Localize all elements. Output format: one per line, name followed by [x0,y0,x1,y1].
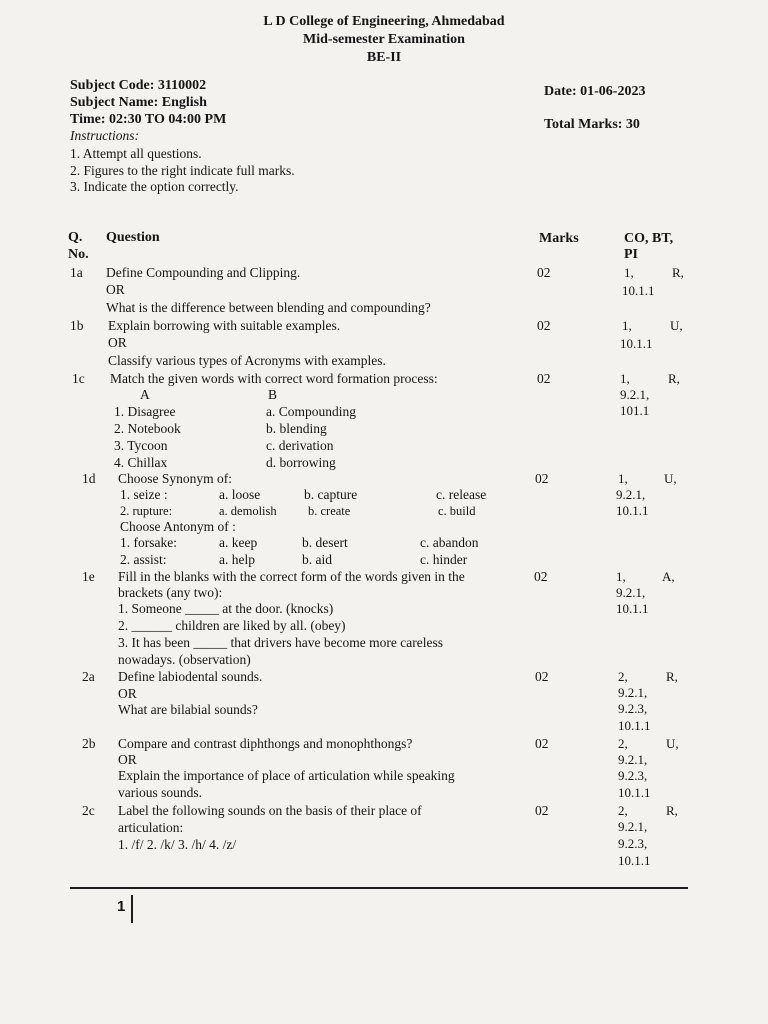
option: c. build [438,504,476,518]
match-left-item: 3. Tycoon [114,438,168,453]
match-left-item: 4. Chillax [114,455,168,470]
column-a-heading: A [140,387,150,402]
exam-title: Mid-semester Examination [303,32,465,47]
option: b. capture [304,487,358,502]
option: b. desert [302,535,348,550]
bt-value: R, [666,669,678,684]
question-marks: 02 [535,736,549,751]
co-value: 2, [618,736,628,751]
header-no: No. [68,247,89,262]
pi-value: 9.2.3, [618,768,648,783]
question-line: 2. ______ children are liked by all. (obey) [118,618,346,633]
question-line: Label the following sounds on the basis of their place of [118,803,422,818]
question-line: 1. Someone _____ at the door. (knocks) [118,601,334,616]
question-marks: 02 [535,803,549,818]
question-marks: 02 [537,318,551,333]
pi-value: 10.1.1 [618,853,651,868]
question-line: Explain borrowing with suitable examples. [108,318,341,333]
option: c. release [436,487,487,502]
question-number: 1c [72,371,85,386]
exam-time: Time: 02:30 TO 04:00 PM [70,112,227,127]
bt-value: R, [666,803,678,818]
column-b-heading: B [268,387,278,402]
option: a. keep [219,535,258,550]
instructions-title: Instructions: [70,128,139,143]
pi-value: 9.2.3, [618,701,648,716]
co-value: 1, [620,371,630,386]
question-line: Define Compounding and Clipping. [106,265,301,280]
option: a. help [219,552,255,567]
question-stem: Match the given words with correct word formation process: [110,371,438,386]
pi-value: 10.1.1 [618,785,651,800]
question-number: 2a [82,669,95,684]
question-line: various sounds. [118,785,202,800]
co-value: 1, [616,569,626,584]
antonym-word: 1. forsake: [120,535,177,550]
synonym-word: 2. rupture: [120,504,173,518]
question-line: Compare and contrast diphthongs and monophthongs? [118,736,413,751]
question-number: 1a [70,265,83,280]
question-line: What are bilabial sounds? [118,702,258,717]
college-name: L D College of Engineering, Ahmedabad [263,14,505,29]
question-line: nowadays. (observation) [118,652,251,667]
option: c. hinder [420,552,468,567]
program-name: BE-II [366,50,402,65]
pi-value: 9.2.1, [618,819,648,834]
question-or: OR [118,752,137,767]
pi-value: 9.2.1, [616,585,646,600]
header-marks: Marks [539,231,579,246]
question-marks: 02 [537,371,551,386]
pi-value: 9.2.3, [618,836,648,851]
question-or: OR [108,335,127,350]
question-line: Explain the importance of place of articulation while speaking [118,768,455,783]
page-number: 1 [117,898,126,915]
question-or: OR [118,686,137,701]
bt-value: R, [668,371,680,386]
question-line: What is the difference between blending and compounding? [106,300,431,315]
bt-value: U, [670,318,683,333]
pi-value: 10.1.1 [622,283,655,298]
match-right-item: c. derivation [266,438,334,453]
question-number: 2c [82,803,95,818]
question-line: Define labiodental sounds. [118,669,263,684]
match-left-item: 1. Disagree [114,404,176,419]
header-question: Question [106,230,160,245]
pi-value: 9.2.1, [618,685,648,700]
pi-value: 10.1.1 [620,336,653,351]
question-number: 2b [82,736,96,751]
co-value: 2, [618,803,628,818]
co-value: 2, [618,669,628,684]
pi-value: 101.1 [620,403,650,418]
pi-value: 10.1.1 [616,503,649,518]
antonym-word: 2. assist: [120,552,167,567]
pi-value: 10.1.1 [616,601,649,616]
pi-value: 9.2.1, [616,487,646,502]
option: b. create [308,504,351,518]
question-number: 1d [82,471,96,486]
total-marks: Total Marks: 30 [544,117,640,132]
question-marks: 02 [535,471,549,486]
subject-name: Subject Name: English [70,95,207,110]
option: c. abandon [420,535,479,550]
bt-value: R, [672,265,684,280]
question-number: 1e [82,569,95,584]
co-value: 1, [618,471,628,486]
antonym-title: Choose Antonym of : [120,519,236,534]
question-line: 3. It has been _____ that drivers have become more careless [118,635,444,650]
instruction-item: 3. Indicate the option correctly. [70,179,239,194]
footer-rule [70,887,688,889]
question-line: brackets (any two): [118,585,223,600]
exam-date: Date: 01-06-2023 [544,84,646,99]
question-number: 1b [70,318,84,333]
pi-value: 9.2.1, [620,387,650,402]
instruction-item: 2. Figures to the right indicate full marks. [70,163,295,178]
header-q: Q. [68,230,83,245]
subject-code: Subject Code: 3110002 [70,78,207,93]
header-pi: PI [624,247,638,262]
question-line: 1. /f/ 2. /k/ 3. /h/ 4. /z/ [118,837,237,852]
bt-value: U, [666,736,679,751]
match-right-item: b. blending [266,421,327,436]
header-co-bt: CO, BT, [624,231,674,246]
synonym-word: 1. seize : [120,487,168,502]
question-marks: 02 [537,265,551,280]
option: a. demolish [219,504,277,518]
bt-value: A, [662,569,675,584]
page-number-divider [131,895,133,923]
question-line: Fill in the blanks with the correct form of the words given in the [118,569,465,584]
option: a. loose [219,487,261,502]
instruction-item: 1. Attempt all questions. [70,146,202,161]
question-line: articulation: [118,820,184,835]
question-marks: 02 [534,569,548,584]
match-right-item: a. Compounding [266,404,356,419]
match-right-item: d. borrowing [266,455,336,470]
question-line: Classify various types of Acronyms with examples. [108,353,386,368]
option: b. aid [302,552,332,567]
question-or: OR [106,282,125,297]
pi-value: 9.2.1, [618,752,648,767]
match-left-item: 2. Notebook [114,421,181,436]
co-value: 1, [624,265,634,280]
question-marks: 02 [535,669,549,684]
pi-value: 10.1.1 [618,718,651,733]
synonym-title: Choose Synonym of: [118,471,233,486]
bt-value: U, [664,471,677,486]
co-value: 1, [622,318,632,333]
